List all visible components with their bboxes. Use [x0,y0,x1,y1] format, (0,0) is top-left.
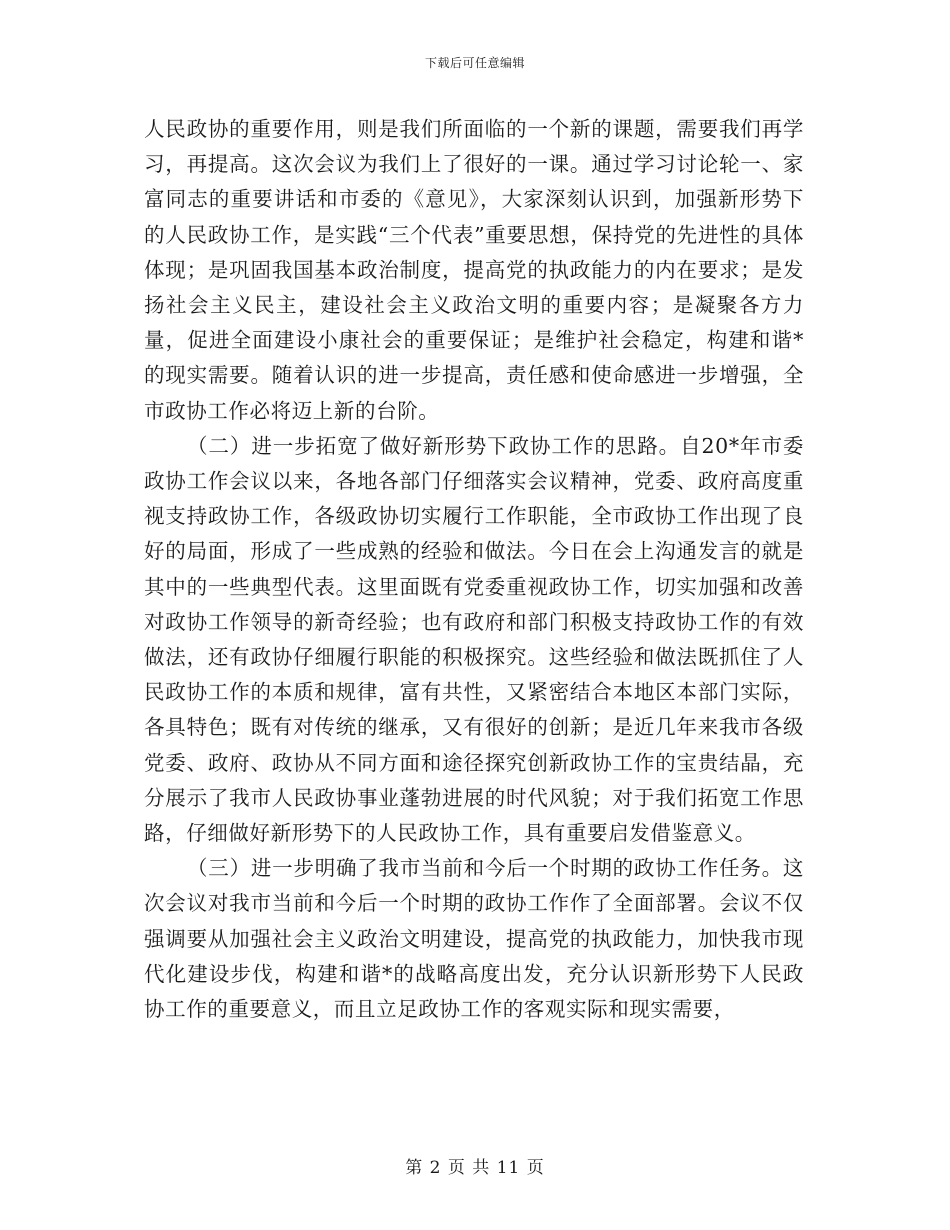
page-number-footer: 第 2 页 共 11 页 [405,1158,545,1178]
paragraph: （二）进一步拓宽了做好新形势下政协工作的思路。自20*年市委政协工作会议以来，各地各部门仔细落实会议精神，党委、政府高度重视支持政协工作，各级政协切实履行工作职能，全市政协工作出现了良好的局面，形成了一些成熟的经验和做法。今日在会上沟通发言的就是其中的一些典型代表。这里面既有党委重视政协工作，切实加强和改善对政协工作领导的新奇经验；也有政府和部门积极支持政协工作的有效做法，还有政协仔细履行职能的积极探究。这些经验和做法既抓住了人民政协工作的本质和规律，富有共性，又紧密结合本地区本部门实际，各具特色；既有对传统的继承，又有很好的创新；是近几年来我市各级党委、政府、政协从不同方面和途径探究创新政协工作的宝贵结晶，充分展示了我市人民政协事业蓬勃进展的时代风貌；对于我们拓宽工作思路，仔细做好新形势下的人民政协工作，具有重要启发借鉴意义。 [144,433,804,846]
paragraph: （三）进一步明确了我市当前和今后一个时期的政协工作任务。这次会议对我市当前和今后一个时期的政协工作作了全面部署。会议不仅强调要从加强社会主义政治文明建设，提高党的执政能力，加快我市现代化建设步伐，构建和谐*的战略高度出发，充分认识新形势下人民政协工作的重要意义，而且立足政协工作的客观实际和现实需要， [144,856,804,1022]
paragraph: 人民政协的重要作用，则是我们所面临的一个新的课题，需要我们再学习，再提高。这次会议为我们上了很好的一课。通过学习讨论轮一、家富同志的重要讲话和市委的《意见》，大家深刻认识到，加强新形势下的人民政协工作，是实践“三个代表”重要思想，保持党的先进性的具体体现；是巩固我国基本政治制度，提高党的执政能力的内在要求；是发扬社会主义民主，建设社会主义政治文明的重要内容；是凝聚各方力量，促进全面建设小康社会的重要保证；是维护社会稳定，构建和谐*的现实需要。随着认识的进一步提高，责任感和使命感进一步增强，全市政协工作必将迈上新的台阶。 [144,117,804,423]
document-body [144,112,804,1027]
page-header: 下载后可任意编辑 [424,56,525,70]
